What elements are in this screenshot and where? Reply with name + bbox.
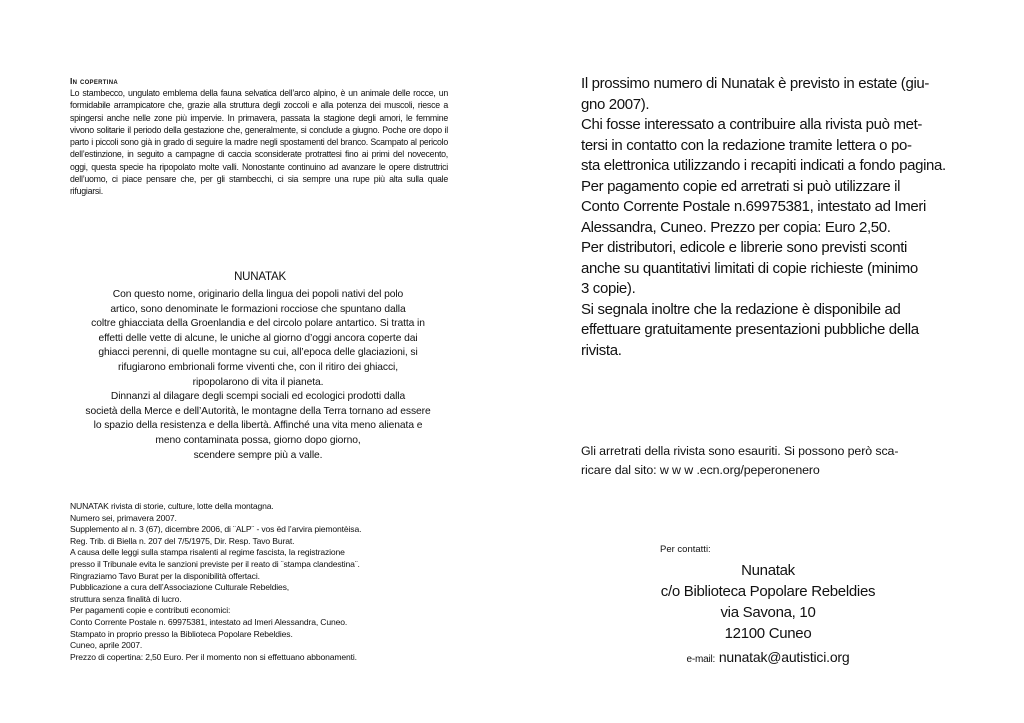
email-line (630, 649, 906, 665)
info-line: rivista. (581, 341, 622, 359)
info-line: Il prossimo numero di Nunatak è previsto in estate (giu- (581, 75, 930, 92)
colophon-line: Supplemento al n. 3 (67), dicembre 2006, di ¨ALP¨ - vos ëd l’arvira piemontèisa. (70, 524, 362, 535)
nunatak-line: lo spazio della resistenza e della libertà. Affinché una vita meno alienata e (93, 420, 423, 432)
nunatak-description (62, 288, 454, 463)
colophon-line: Prezzo di copertina: 2,50 Euro. Per il momento non si effettuano abbonamenti. (70, 651, 357, 662)
nunatak-line: società della Merce e dell’Autorità, le montagne della Terra tornano ad essere (85, 405, 431, 417)
colophon-line: presso il Tribunale evita le sanzioni previste per il reato di ¨stampa clandestina¨. (70, 558, 360, 569)
info-line: Alessandra, Cuneo. Prezzo per copia: Euro 2,50. (581, 218, 891, 236)
back-issues-note (581, 442, 956, 479)
nunatak-line: artico, sono denominate le formazioni rocciose che spuntano dalla (110, 303, 406, 315)
colophon-line: Pubblicazione a cura dell’Associazione Culturale Rebeldies, (70, 582, 290, 593)
colophon-line: Numero sei, primavera 2007. (70, 512, 177, 523)
contact-street: via Savona, 10 (720, 604, 816, 621)
colophon-line: A causa delle leggi sulla stampa risalenti al regime fascista, la registrazione (70, 547, 345, 558)
colophon-line: Cuneo, aprile 2007. (70, 640, 143, 651)
email-label: e-mail: (686, 654, 716, 665)
nunatak-line: Dinnanzi al dilagare degli scempi sociali ed ecologici prodotti dalla (110, 391, 406, 403)
nunatak-line: Con questo nome, originario della lingua dei popoli nativi del polo (112, 289, 404, 300)
info-line: sta elettronica utilizzando i recapiti indicati a fondo pagina. (581, 157, 946, 174)
info-line: gno 2007). (581, 95, 650, 113)
info-line: anche su quantitativi limitati di copie richieste (minimo (581, 259, 918, 277)
colophon-line: NUNATAK rivista di storie, culture, lotte della montagna. (70, 501, 274, 511)
info-line: tersi in contatto con la redazione tramite lettera o po- (581, 136, 912, 154)
nunatak-line: ghiacci perenni, di quelle montagne su cui, all’epoca delle glaciazioni, si (98, 347, 418, 359)
nunatak-line: rifugiarono embrionali forme viventi che, con il ritiro dei ghiacci, (118, 361, 398, 373)
info-line: Per distributori, edicole e librerie sono previsti sconti (581, 239, 908, 256)
info-line: Conto Corrente Postale n.69975381, intestato ad Imeri (581, 198, 927, 215)
info-line: Si segnala inoltre che la redazione è disponibile ad (581, 300, 901, 318)
nunatak-line: effetti delle vette di alcune, le uniche al giorno d’oggi ancora coperte dai (98, 332, 418, 344)
contacts-block (630, 560, 906, 644)
cover-heading: In copertina (70, 76, 118, 86)
nunatak-title: NUNATAK (234, 271, 286, 283)
back-issues-line: Gli arretrati della rivista sono esauriti. Si possono però sca- (581, 444, 899, 458)
info-line: effettuare gratuitamente presentazioni pubbliche della (581, 321, 919, 338)
nunatak-line: scendere sempre più a valle. (193, 449, 323, 461)
nunatak-line: meno contaminata possa, giorno dopo giorno, (155, 434, 361, 446)
colophon-line: Per pagamenti copie e contributi economici: (70, 605, 231, 616)
info-line: Chi fosse interessato a contribuire alla rivista può met- (581, 116, 923, 133)
colophon (70, 501, 448, 663)
cover-description: Lo stambecco, ungulato emblema della fauna selvatica dell’arco alpino, è un animale delle rocce, un formidabile arrampicatore che, grazie alla struttura degli zoccoli e alla potenza dei muscoli, riesce a spingersi anche nelle zone più impervie. In primavera, passata la stagione degli amori, le femmine vivono solitarie il periodo della gestazione che, generalmente, si conclude a giugno. Poche ore dopo il parto i piccoli sono già in grado di seguire la madre negli spostamenti del branco. Scampato al pericolo dell’estinzione, in seguito a campagne di caccia sconsiderate protrattesi fino ai primi del novecento, oggi, questa specie ha ripopolato molte valli. Nonostante continuino ad avanzare le opere distruttrici dell’uomo, ci piace pensare che, per gli stambecchi, ci sia sempre una rupe più alta sulla quale rifugiarsi. (70, 88, 448, 197)
email-link[interactable]: nunatak@autistici.org (718, 649, 850, 665)
contact-city: 12100 Cuneo (724, 625, 812, 642)
colophon-line: Ringraziamo Tavo Burat per la disponibilità offertaci. (70, 570, 260, 581)
contact-address-line: c/o Biblioteca Popolare Rebeldies (660, 583, 876, 600)
colophon-line: Reg. Trib. di Biella n. 207 del 7/5/1975, Dir. Resp. Tavo Burat. (70, 535, 295, 546)
info-line: 3 copie). (581, 280, 636, 297)
back-issues-website[interactable]: ricare dal sito: w w w .ecn.org/peperonenero (581, 462, 820, 477)
colophon-line: struttura senza finalità di lucro. (70, 593, 182, 604)
contacts-label: Per contatti: (660, 544, 711, 555)
info-line: Per pagamento copie ed arretrati si può utilizzare il (581, 177, 901, 195)
colophon-line: Stampato in proprio presso la Biblioteca Popolare Rebeldies. (70, 628, 293, 639)
info-text (581, 74, 956, 361)
colophon-line: Conto Corrente Postale n. 69975381, intestato ad Imeri Alessandra, Cuneo. (70, 616, 348, 627)
nunatak-line: coltre ghiacciata della Groenlandia e del circolo polare antartico. Si tratta in (91, 318, 425, 330)
contact-name: Nunatak (741, 562, 795, 579)
nunatak-line: ripopolarono di vita il pianeta. (192, 376, 324, 388)
